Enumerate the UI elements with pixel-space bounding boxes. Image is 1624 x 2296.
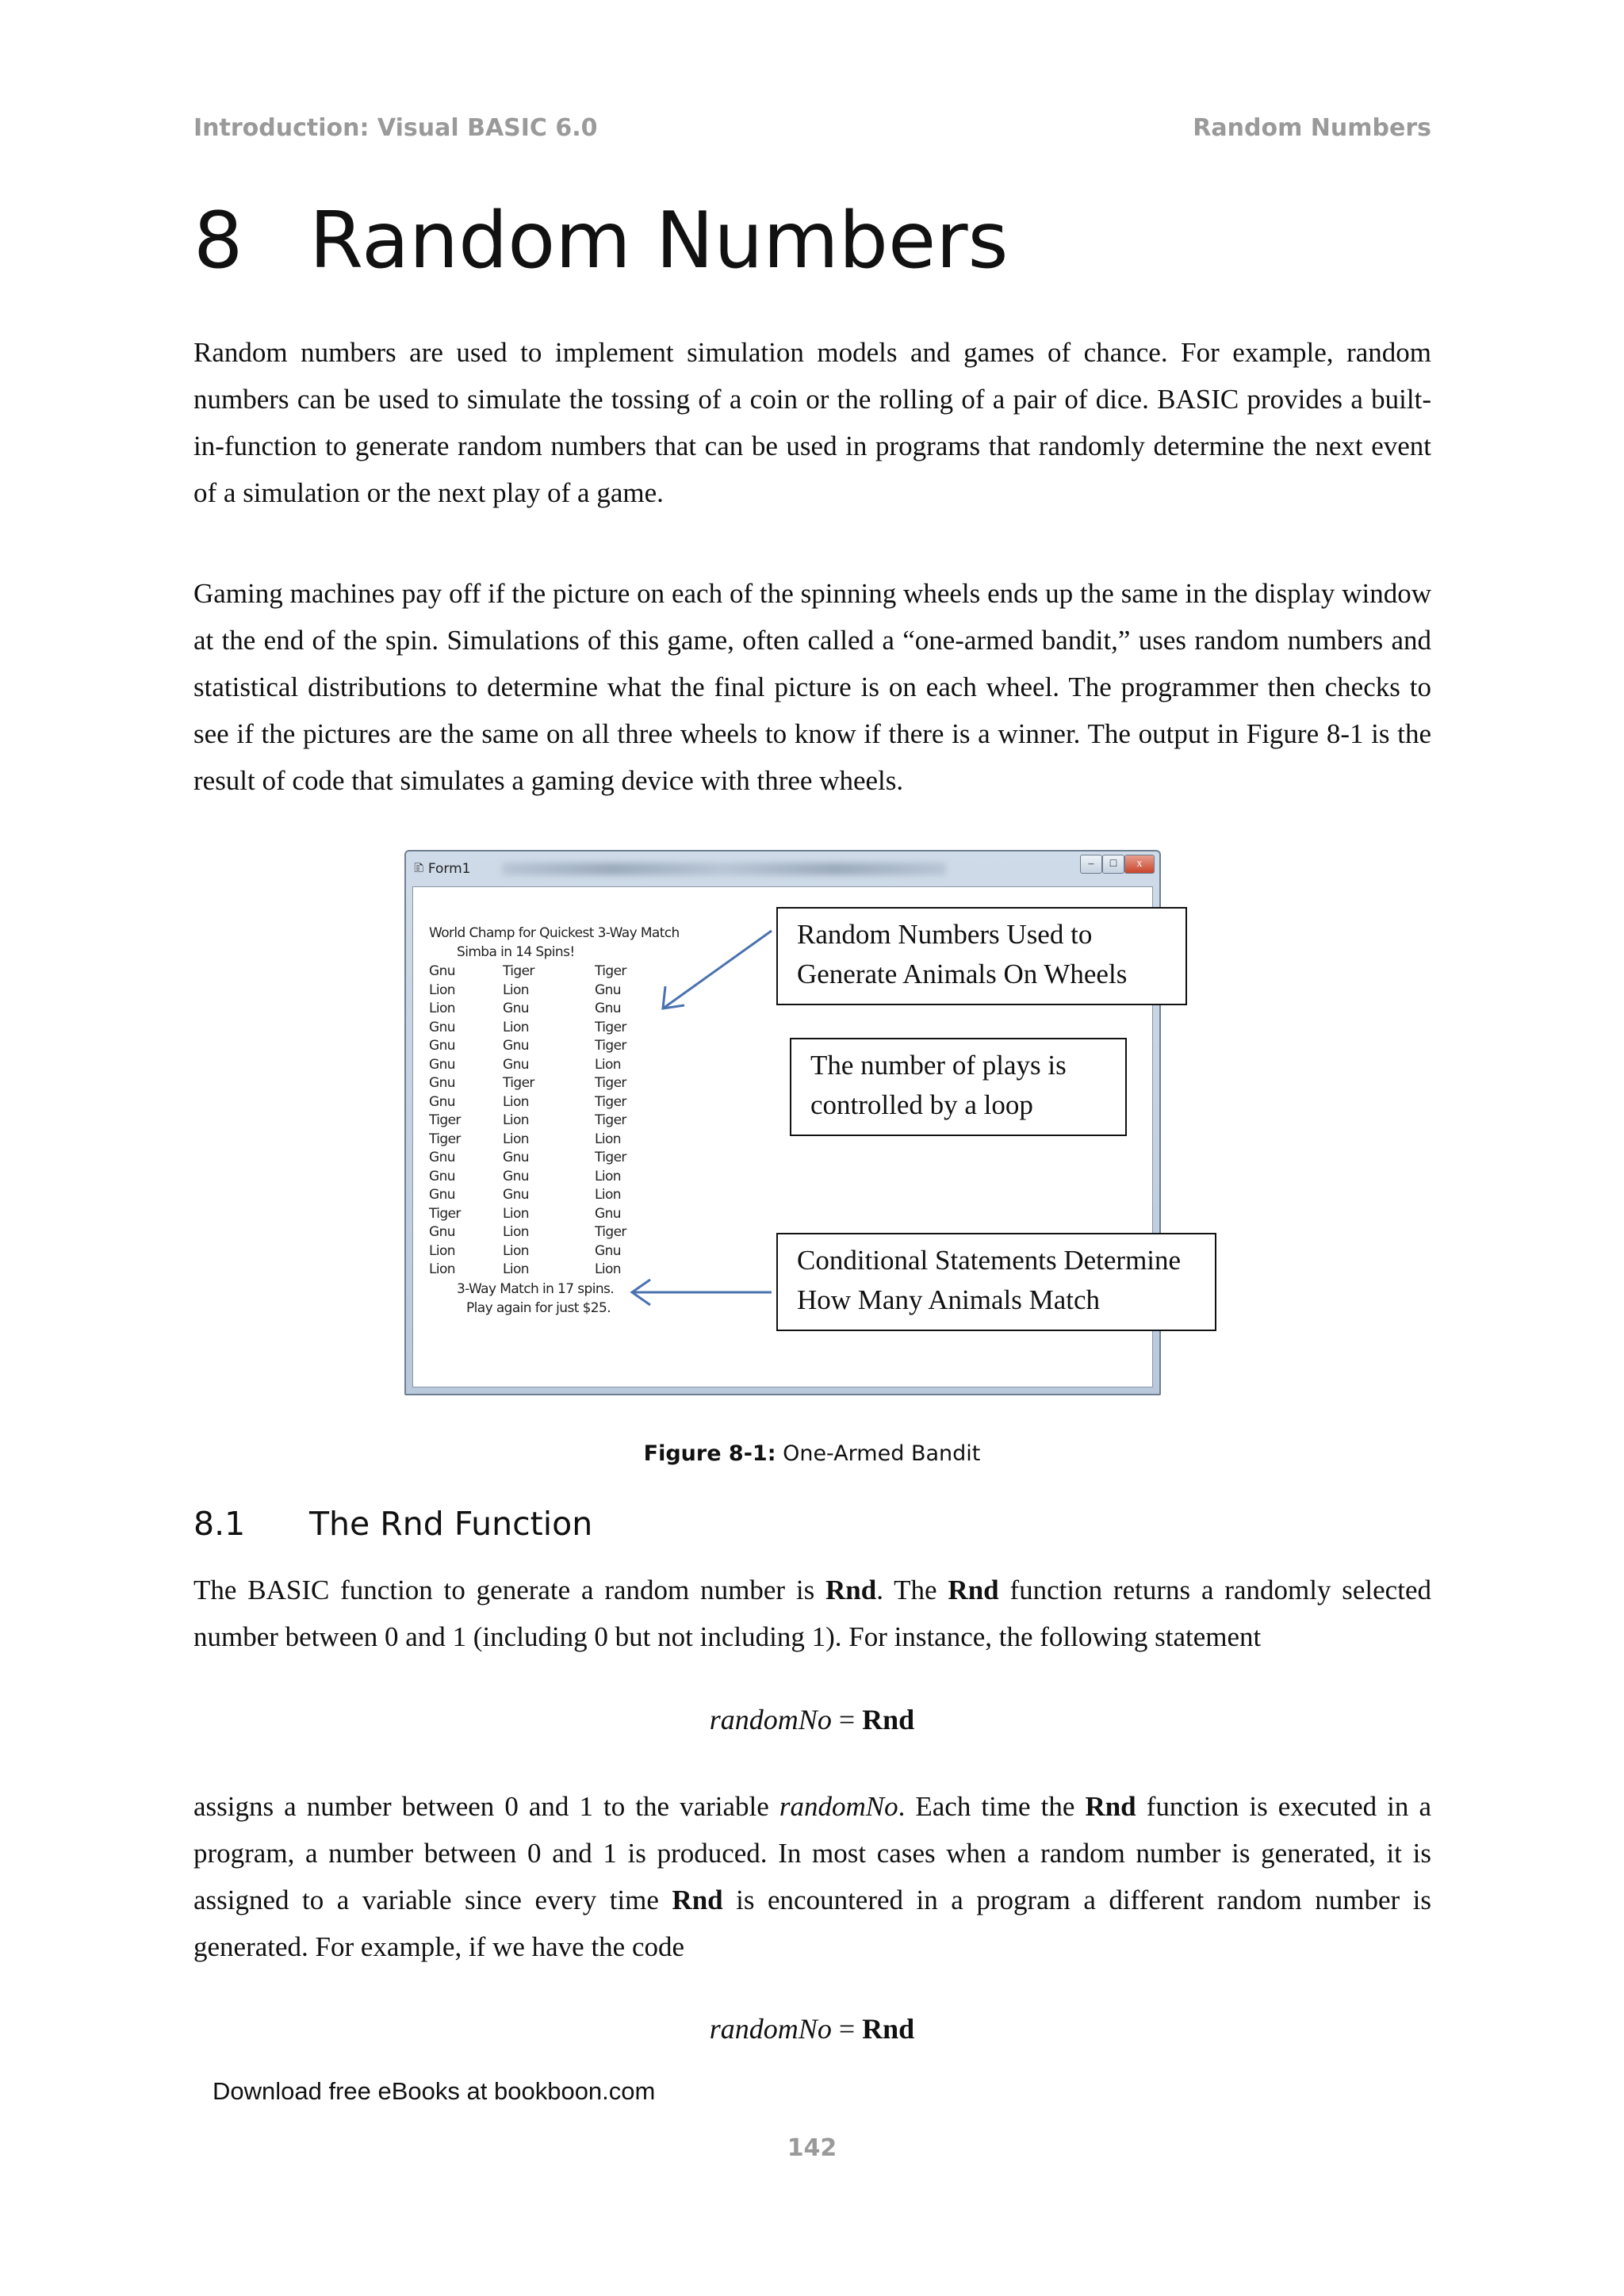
section-title: The Rnd Function [309,1505,593,1543]
paragraph-4 [193,1783,1431,1970]
wheel-cell: Gnu [429,963,455,979]
section-number: 8.1 [193,1505,246,1543]
wheel-cell: Gnu [429,1019,455,1035]
callout-line: Random Numbers Used to [797,919,1093,950]
wheel-cell: Tiger [595,1093,626,1110]
wheel-cell: Lion [429,1242,455,1259]
page-number: 142 [787,2134,837,2162]
formula-function: Rnd [862,1704,915,1735]
wheel-cell: Lion [595,1187,621,1203]
callout-random-numbers [776,907,1187,1005]
wheel-cell: Gnu [429,1187,455,1203]
formula-1 [0,1703,1624,1736]
chapter-number: 8 [193,196,243,286]
output-heading: World Champ for Quickest 3-Way Match [429,925,680,941]
wheel-cell: Gnu [503,1056,529,1073]
wheel-cell: Gnu [503,1150,529,1165]
close-button[interactable]: x [1124,855,1155,874]
wheel-cell: Lion [503,1112,529,1128]
wheel-cell: Lion [503,1019,529,1035]
wheel-cell: Lion [503,1242,529,1259]
chapter-title-text: Random Numbers [309,196,1009,286]
wheel-cell: Tiger [429,1112,461,1128]
wheel-cell: Gnu [429,1224,455,1240]
wheel-cell: Lion [595,1056,621,1073]
wheel-cell: Gnu [503,1187,529,1203]
caption-text: One-Armed Bandit [776,1441,981,1466]
code-term: Rnd [1085,1791,1136,1822]
wheel-cell: Gnu [429,1038,455,1054]
minimize-button[interactable]: – [1080,855,1102,874]
wheel-cell: Tiger [595,1112,626,1128]
arrow-icon [663,931,772,1008]
paragraph-3 [193,1567,1431,1660]
wheel-cell: Tiger [595,1019,626,1035]
formula-function: Rnd [862,2013,915,2045]
wheel-cell: Lion [595,1168,621,1184]
caption-label: Figure 8-1: [643,1441,776,1466]
paragraph-1: Random numbers are used to implement simulation models and games of chance. For example, random numbers can be used to simulate the tossing of a coin or the rolling of a pair of dice. BASIC provides a built-in-function to generate random numbers that can be used in programs that randomly determine the next event of a simulation or the next play of a game. [193,337,1431,508]
figure-caption [0,1441,1624,1466]
wheel-cell: Lion [429,1261,455,1277]
window-title: Form1 [427,861,471,877]
formula-variable: randomNo [709,2013,832,2045]
wheel-cell: Lion [429,1001,455,1016]
wheel-cell: Gnu [595,1242,621,1259]
wheel-cell: Gnu [595,1001,621,1016]
wheel-cell: Gnu [503,1001,529,1016]
code-term: Rnd [672,1885,723,1915]
wheel-cell: Gnu [429,1056,455,1073]
wheel-cell: Gnu [429,1093,455,1110]
paragraph-2: Gaming machines pay off if the picture on each of the spinning wheels ends up the same in the display window at the end of the spin. Simulations of this game, often called a “one-armed bandit,” uses random numbers and statistical distributions to determine what the final picture is on each wheel. The programmer then checks to see if the pictures are the same on all three wheels to know if there is a winner. The output in Figure 8-1 is the result of code that simulates a gaming device with three wheels. [193,578,1431,796]
text: The BASIC function to generate a random number is [193,1575,826,1605]
wheel-cell: Gnu [429,1075,455,1091]
wheel-cell: Tiger [595,963,626,979]
formula-variable: randomNo [709,1704,832,1735]
wheel-cell: Tiger [503,963,534,979]
wheel-cell: Lion [503,1261,529,1277]
output-subheading: Simba in 14 Spins! [457,944,575,960]
wheel-cell: Lion [503,1205,529,1222]
wheel-cell: Gnu [503,1038,529,1054]
section-heading [193,1505,593,1543]
wheel-cell: Tiger [503,1075,534,1091]
figure-one-armed-bandit [404,850,1182,1395]
callout-loop [790,1038,1127,1136]
formula-equals: = [831,1704,863,1735]
callout-conditionals [776,1233,1216,1331]
wheel-cell: Gnu [429,1150,455,1165]
wheel-cell: Lion [429,982,455,998]
text: is encountered in a program a different random number is generated. For example, if we have the code [193,1885,1431,1962]
callout-line: How Many Animals Match [797,1284,1101,1315]
wheel-cell: Lion [503,1224,529,1240]
wheel-cell: Tiger [595,1224,626,1240]
text: function returns a randomly selected number between 0 and 1 (including 0 but not including 1). For instance, the following statement [193,1575,1431,1652]
callout-line: Conditional Statements Determine [797,1245,1182,1276]
text: assigns a number between 0 and 1 to the variable [193,1791,779,1822]
variable-term: randomNo [779,1791,898,1822]
wheel-cell: Lion [503,1093,529,1110]
wheel-cell: Lion [595,1261,621,1277]
wheel-cell: Gnu [429,1168,455,1184]
running-header-left: Introduction: Visual BASIC 6.0 [193,114,598,142]
formula-equals: = [831,2013,863,2045]
code-term: Rnd [948,1575,999,1605]
text: . The [876,1575,948,1605]
wheel-cell: Lion [503,982,529,998]
callout-line: controlled by a loop [810,1089,1033,1120]
form-icon: 🗈 [414,859,424,876]
text: . Each time the [898,1791,1086,1822]
wheel-cell: Tiger [429,1205,461,1222]
text: function is executed in a program, a number between 0 and 1 is produced. In most cases when a random number is generated, it is assigned to a variable since every time [193,1791,1431,1915]
output-play-again: Play again for just $25. [466,1300,611,1316]
running-header-right: Random Numbers [1193,114,1431,142]
wheel-cell: Gnu [503,1168,529,1184]
wheel-cell: Tiger [429,1131,461,1147]
maximize-button[interactable]: □ [1102,855,1124,874]
wheel-cell: Gnu [595,982,621,998]
wheel-cell: Tiger [595,1075,626,1091]
download-link[interactable]: Download free eBooks at bookboon.com [213,2077,656,2105]
wheel-cell: Tiger [595,1150,626,1165]
wheel-cell: Tiger [595,1038,626,1054]
wheel-cell: Lion [595,1131,621,1147]
formula-2 [0,2012,1624,2045]
output-result: 3-Way Match in 17 spins. [457,1281,615,1297]
wheel-cell: Gnu [595,1205,621,1222]
callout-line: The number of plays is [810,1050,1067,1081]
code-term: Rnd [825,1575,877,1605]
callout-line: Generate Animals On Wheels [797,959,1128,989]
wheel-cell: Lion [503,1131,529,1147]
chapter-title [193,196,1009,286]
